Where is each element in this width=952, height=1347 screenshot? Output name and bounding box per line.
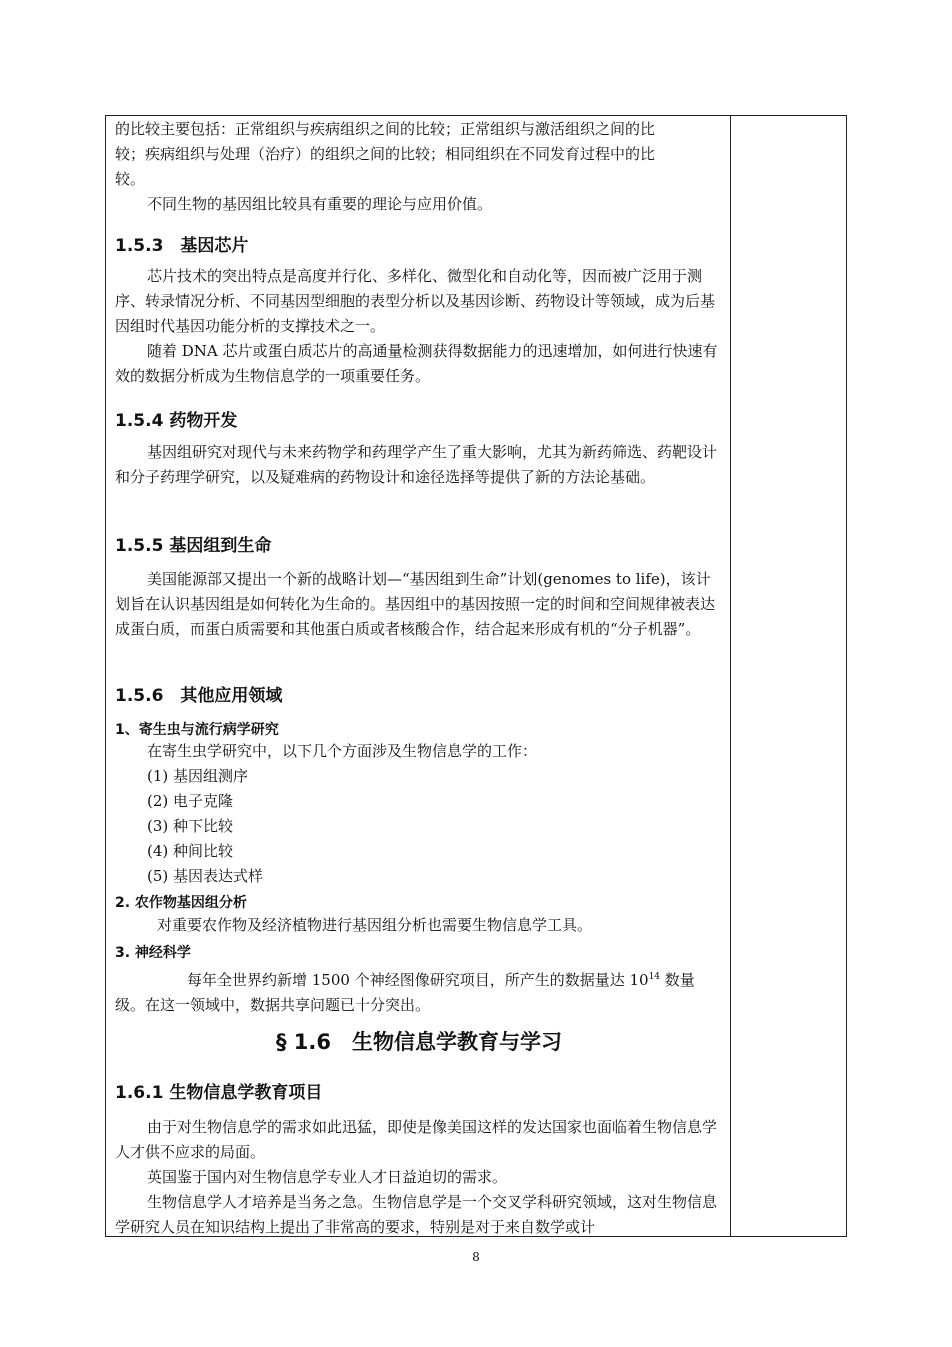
heading-1-5-6: 1.5.6 其他应用领域 [115,686,283,706]
paragraph: 的比较主要包括：正常组织与疾病组织之间的比较；正常组织与激活组织之间的比 [115,120,656,138]
paragraph: 生物信息学人才培养是当务之急。生物信息学是一个交叉学科研究领域，这对生物信息学研究人员在知识结构上提出了非常高的要求，特别是对于来自数学或计 [115,1193,718,1236]
heading-1-5-4: 1.5.4 药物开发 [115,411,238,431]
list-item: (4) 种间比较 [147,842,234,860]
paragraph: 芯片技术的突出特点是高度并行化、多样化、微型化和自动化等，因而被广泛用于测序、转录情况分析、不同基因型细胞的表型分析以及基因诊断、药物设计等领域，成为后基因组时代基因功能分析的支撑技术之一。 [115,267,716,335]
paragraph: 基因组研究对现代与未来药物学和药理学产生了重大影响，尤其为新药筛选、药靶设计和分子药理学研究，以及疑难病的药物设计和途径选择等提供了新的方法论基础。 [115,443,718,486]
subheading-neuro: 3. 神经科学 [115,945,191,961]
paragraph: 随着 DNA 芯片或蛋白质芯片的高通量检测获得数据能力的迅速增加，如何进行快速有效的数据分析成为生物信息学的一项重要任务。 [115,342,718,385]
list-item: (2) 电子克隆 [147,792,234,810]
paragraph: 美国能源部又提出一个新的战略计划—“基因组到生命”计划(genomes to life)，该计划旨在认识基因组是如何转化为生命的。基因组中的基因按照一定的时间和空间规律被表达成蛋白质，而蛋白质需要和其他蛋白质或者核酸合作，结合起来形成有机的“分子机器”。 [115,570,716,638]
heading-1-6-1: 1.6.1 生物信息学教育项目 [115,1083,323,1103]
list-item: (1) 基因组测序 [147,767,249,785]
column-divider [730,116,731,1236]
paragraph: 由于对生物信息学的需求如此迅猛，即使是像美国这样的发达国家也面临着生物信息学人才供不应求的局面。 [115,1118,718,1161]
paragraph: 在寄生虫学研究中，以下几个方面涉及生物信息学的工作： [147,742,538,760]
list-item: (5) 基因表达式样 [147,867,264,885]
content-table [105,115,847,1237]
heading-1-5-3: 1.5.3 基因芯片 [115,236,249,256]
paragraph: 英国鉴于国内对生物信息学专业人才日益迫切的需求。 [147,1168,508,1186]
list-item: (3) 种下比较 [147,817,234,835]
paragraph: 较。 [115,170,146,188]
subheading-crop: 2. 农作物基因组分析 [115,895,247,911]
page-number: 8 [472,1250,480,1264]
paragraph: 较；疾病组织与处理（治疗）的组织之间的比较；相同组织在不同发育过程中的比 [115,145,656,163]
paragraph: 对重要农作物及经济植物进行基因组分析也需要生物信息学工具。 [157,916,593,934]
heading-1-5-5: 1.5.5 基因组到生命 [115,536,272,556]
subheading-parasite: 1、寄生虫与流行病学研究 [115,722,279,738]
paragraph: 不同生物的基因组比较具有重要的理论与应用价值。 [147,195,493,213]
paragraph: 每年全世界约新增 1500 个神经图像研究项目，所产生的数据量达 $10^{14}$ 数量级。在这一领域中，数据共享问题已十分突出。 [115,971,695,1014]
section-title-1-6: § 1.6 生物信息学教育与学习 [275,1030,562,1054]
